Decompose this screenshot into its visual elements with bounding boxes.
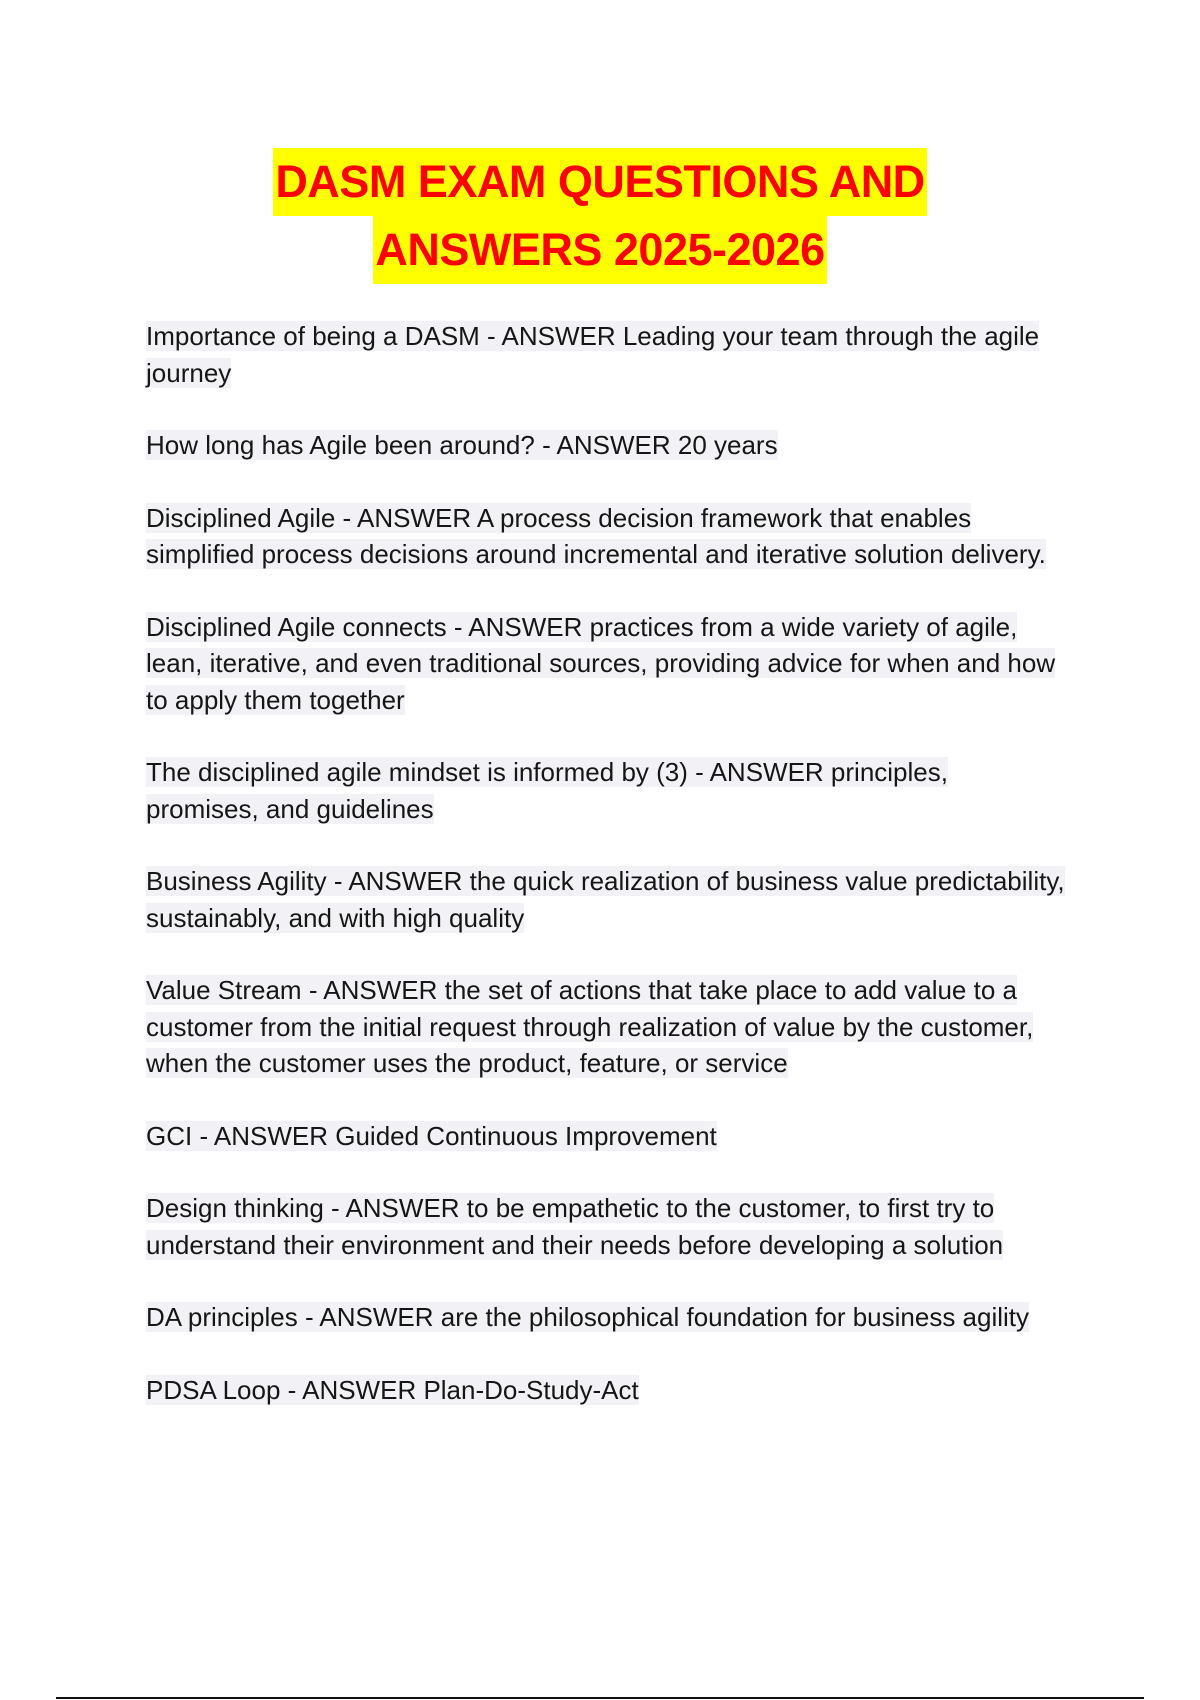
qa-text: PDSA Loop - ANSWER Plan-Do-Study-Act bbox=[146, 1374, 639, 1405]
qa-text: How long has Agile been around? - ANSWER 20 years bbox=[146, 430, 778, 460]
qa-text: Disciplined Agile connects - ANSWER practices from a wide variety of agile, lean, iterative, and even traditional sources, providing advice for when and how to apply them together bbox=[146, 611, 1056, 715]
qa-item bbox=[146, 500, 1066, 573]
qa-text: Importance of being a DASM - ANSWER Leading your team through the agile journey bbox=[146, 321, 1040, 388]
qa-item bbox=[146, 863, 1066, 936]
qa-text: Disciplined Agile - ANSWER A process decision framework that enables simplified process decisions around incremental and iterative solution delivery. bbox=[146, 502, 1046, 569]
qa-item bbox=[146, 1190, 1066, 1263]
qa-item bbox=[146, 754, 1066, 827]
qa-text: GCI - ANSWER Guided Continuous Improvement bbox=[146, 1120, 717, 1151]
qa-list bbox=[146, 318, 1066, 1444]
qa-item bbox=[146, 318, 1066, 391]
qa-item bbox=[146, 427, 1066, 464]
qa-text: DA principles - ANSWER are the philosophical foundation for business agility bbox=[146, 1302, 1030, 1332]
qa-text: The disciplined agile mindset is informed by (3) - ANSWER principles, promises, and guidelines bbox=[146, 757, 948, 824]
qa-item bbox=[146, 972, 1066, 1082]
qa-item bbox=[146, 609, 1066, 719]
qa-text: Value Stream - ANSWER the set of actions that take place to add value to a customer from the initial request through realization of value by the customer, when the customer uses the product, feature, or service bbox=[146, 975, 1034, 1078]
title-line-1: DASM EXAM QUESTIONS AND bbox=[273, 148, 926, 216]
title-line-2: ANSWERS 2025-2026 bbox=[373, 216, 826, 284]
qa-item bbox=[146, 1372, 1066, 1409]
document-title bbox=[0, 148, 1200, 284]
qa-text: Business Agility - ANSWER the quick realization of business value predictability, sustainably, and with high quality bbox=[146, 866, 1065, 933]
bottom-divider bbox=[56, 1697, 1144, 1699]
qa-item bbox=[146, 1118, 1066, 1155]
qa-text: Design thinking - ANSWER to be empathetic to the customer, to first try to understand their environment and their needs before developing a solution bbox=[146, 1193, 1004, 1260]
qa-item bbox=[146, 1299, 1066, 1336]
